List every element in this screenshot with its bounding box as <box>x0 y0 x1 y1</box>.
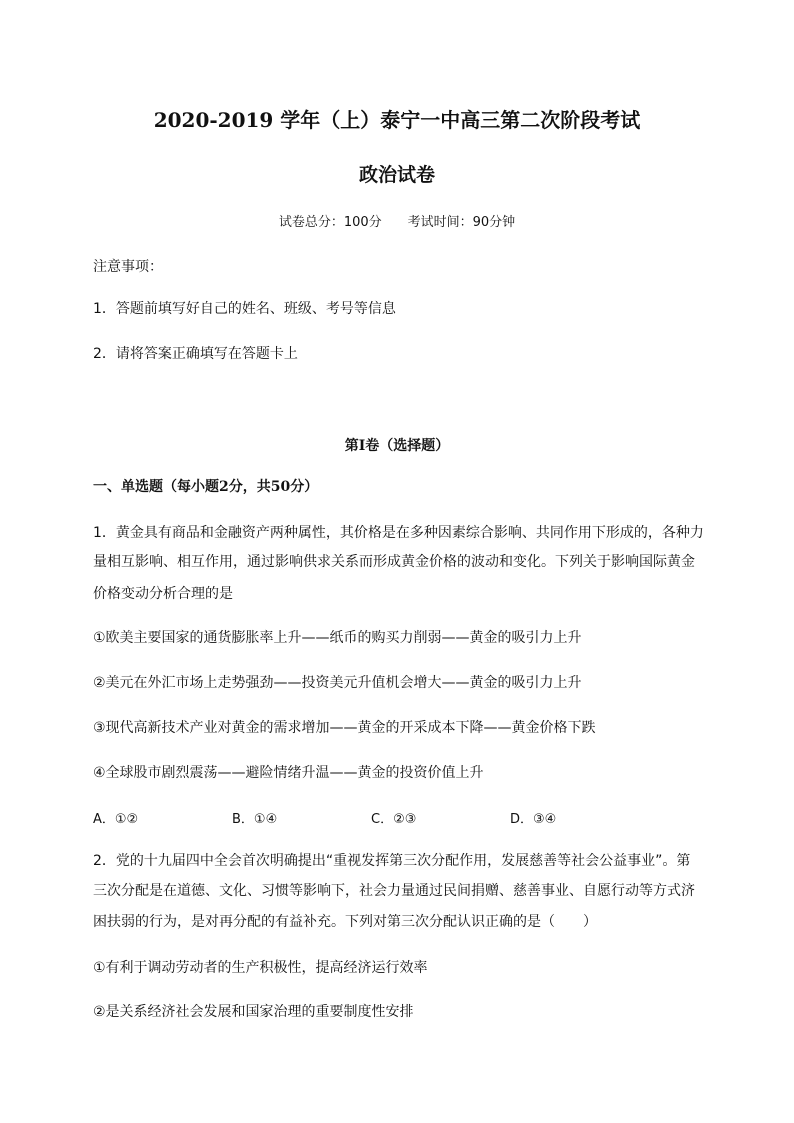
part-heading: 一、单选题（每小题2分，共50分） <box>93 479 319 495</box>
option-a: A．①② <box>93 812 139 827</box>
total-score: 试卷总分：100分 <box>278 215 382 230</box>
option-c: C．②③ <box>371 812 417 827</box>
notes-heading: 注意事项： <box>93 259 163 275</box>
option-d: D．③④ <box>510 812 557 827</box>
section-title: 第I卷（选择题） <box>344 438 450 454</box>
question-1-statement: ③现代高新技术产业对黄金的需求增加——黄金的开采成本下降——黄金价格下跌 <box>93 720 596 736</box>
note-item: 2．请将答案正确填写在答题卡上 <box>93 346 298 362</box>
question-2-statement: ②是关系经济社会发展和国家治理的重要制度性安排 <box>93 1004 414 1020</box>
question-2-statement: ①有利于调动劳动者的生产积极性，提高经济运行效率 <box>93 960 428 976</box>
question-1-statement: ①欧美主要国家的通货膨胀率上升——纸币的购买力削弱——黄金的吸引力上升 <box>93 630 582 646</box>
note-item: 1．答题前填写好自己的姓名、班级、考号等信息 <box>93 301 396 317</box>
exam-meta <box>0 211 794 230</box>
question-1-statement: ②美元在外汇市场上走势强劲——投资美元升值机会增大——黄金的吸引力上升 <box>93 675 582 691</box>
question-2-text: 三次分配是在道德、文化、习惯等影响下，社会力量通过民间捐赠、慈善事业、自愿行动等方式济 <box>93 883 695 899</box>
question-1-text: 价格变动分析合理的是 <box>93 586 233 602</box>
question-1-text: 1．黄金具有商品和金融资产两种属性，其价格是在多种因素综合影响、共同作用下形成的，各种力 <box>93 525 704 541</box>
question-2-text: 困扶弱的行为，是对再分配的有益补充。下列对第三次分配认识正确的是（ ） <box>93 914 597 930</box>
question-1-text: 量相互影响、相互作用，通过影响供求关系而形成黄金价格的波动和变化。下列关于影响国际黄金 <box>93 554 695 570</box>
option-b: B．①④ <box>232 812 278 827</box>
subject-title: 政治试卷 <box>358 164 435 186</box>
question-2-text: 2．党的十九届四中全会首次明确提出“重视发挥第三次分配作用，发展慈善等社会公益事业”。第 <box>93 853 691 869</box>
question-1-statement: ④全球股市剧烈震荡——避险情绪升温——黄金的投资价值上升 <box>93 765 484 781</box>
exam-time: 考试时间：90分钟 <box>407 215 516 230</box>
exam-title: 2020-2019 学年（上）泰宁一中高三第二次阶段考试 <box>153 108 641 132</box>
